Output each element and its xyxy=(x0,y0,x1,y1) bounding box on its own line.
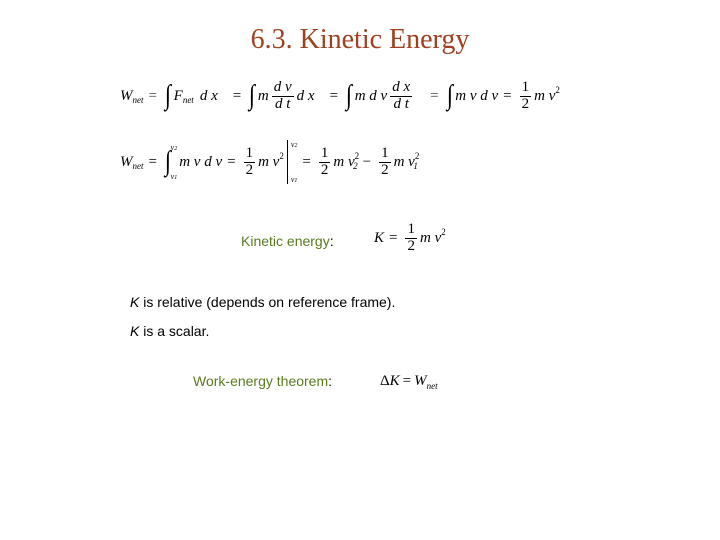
m-dv-term: m d v xyxy=(354,87,388,104)
net-subscript: net xyxy=(132,161,144,171)
statement-text: is relative (depends on reference frame). xyxy=(139,294,396,310)
fraction-numerator: 1 xyxy=(521,79,530,95)
dx-term: d x xyxy=(199,87,218,104)
equals-sign: = xyxy=(389,229,398,246)
slide-title: 6.3. Kinetic Energy xyxy=(250,24,470,55)
square-exponent: 2 xyxy=(414,151,420,161)
minus-sign: − xyxy=(362,153,372,170)
integral-sign: ∫ xyxy=(248,80,256,112)
statement-scalar xyxy=(130,323,209,339)
m-v-term: m v xyxy=(258,153,280,170)
integral-sign: ∫ xyxy=(164,80,171,112)
fraction-numerator: 1 xyxy=(320,144,329,161)
net-subscript: net xyxy=(426,380,438,391)
fraction-numerator: 1 xyxy=(381,144,389,161)
half-fraction xyxy=(379,146,391,179)
square-exponent: 2 xyxy=(279,151,284,161)
work-symbol: W xyxy=(120,153,133,170)
work-symbol: W xyxy=(120,87,133,104)
square-exponent: 2 xyxy=(555,85,560,96)
m-v-term: m v xyxy=(419,229,442,246)
lower-limit: v1 xyxy=(170,172,178,181)
fraction-denominator: d t xyxy=(274,95,291,112)
k-symbol: K xyxy=(374,229,385,246)
equals-sign: = xyxy=(503,87,512,104)
fraction-denominator: 2 xyxy=(381,161,389,178)
integral-sign: ∫ xyxy=(164,146,171,177)
kinetic-energy-equation xyxy=(374,222,446,255)
mass-symbol: m v xyxy=(393,153,415,170)
half-fraction xyxy=(405,222,417,255)
m-v-dv-term: m v d v xyxy=(179,153,223,170)
initial-velocity-subscript: 1 xyxy=(413,161,418,171)
fraction-numerator: d v xyxy=(273,79,292,95)
equals-sign: = xyxy=(329,87,339,104)
half-fraction xyxy=(319,146,331,179)
statement-text: is a scalar. xyxy=(139,323,210,339)
k-symbol: K xyxy=(130,294,140,310)
integral-sign: ∫ xyxy=(446,80,453,112)
mass-symbol: m xyxy=(257,87,269,104)
dx-term: d x xyxy=(296,87,315,104)
m-v-dv-term: m v d v xyxy=(455,87,499,104)
integral-sign: ∫ xyxy=(345,80,352,112)
net-subscript: net xyxy=(132,95,144,106)
equals-sign: = xyxy=(430,87,439,104)
evaluation-limits xyxy=(291,140,298,184)
equals-sign: = xyxy=(148,153,157,170)
upper-limit: v2 xyxy=(290,140,298,149)
theorem-text: Work-energy theorem xyxy=(193,373,329,389)
equals-sign: = xyxy=(402,373,412,389)
square-exponent: 2 xyxy=(354,151,360,161)
integral-limits xyxy=(171,143,178,181)
equals-sign: = xyxy=(232,87,242,104)
fraction-denominator: 2 xyxy=(320,161,329,178)
fraction-numerator: 1 xyxy=(245,144,254,161)
kinetic-energy-text: Kinetic energy xyxy=(241,233,330,249)
square-exponent: 2 xyxy=(441,227,446,238)
fraction-denominator: 2 xyxy=(245,161,254,178)
half-fraction xyxy=(520,80,532,113)
dx-dt-fraction xyxy=(390,80,412,113)
mass-symbol: m v xyxy=(333,153,355,170)
fraction-denominator: d t xyxy=(393,95,409,112)
colon: : xyxy=(329,233,334,249)
half-fraction xyxy=(244,146,256,179)
final-velocity-subscript: 2 xyxy=(353,161,358,171)
work-energy-theorem-label xyxy=(193,373,332,389)
upper-limit: v2 xyxy=(170,143,178,152)
work-integral-equation xyxy=(120,80,560,113)
fraction-denominator: 2 xyxy=(521,95,530,112)
force-symbol: F xyxy=(173,87,183,104)
equals-sign: = xyxy=(302,153,311,170)
statement-relative xyxy=(130,294,395,310)
evaluation-bar xyxy=(287,140,288,184)
kinetic-energy-label xyxy=(241,233,334,249)
fraction-numerator: d x xyxy=(392,79,411,95)
work-energy-theorem-equation xyxy=(380,373,438,390)
dv-dt-fraction xyxy=(272,80,294,113)
work-symbol: W xyxy=(414,373,427,389)
lower-limit: v1 xyxy=(290,175,298,184)
colon: : xyxy=(328,373,333,389)
m-v-term: m v xyxy=(534,87,556,104)
work-definite-integral-equation xyxy=(120,140,418,184)
k-symbol: K xyxy=(130,323,140,339)
equals-sign: = xyxy=(227,153,236,170)
delta-symbol: Δ xyxy=(380,373,390,389)
fraction-numerator: 1 xyxy=(407,221,415,237)
net-subscript: net xyxy=(182,95,194,106)
equals-sign: = xyxy=(148,87,157,104)
fraction-denominator: 2 xyxy=(407,237,415,254)
k-symbol: K xyxy=(389,373,400,389)
